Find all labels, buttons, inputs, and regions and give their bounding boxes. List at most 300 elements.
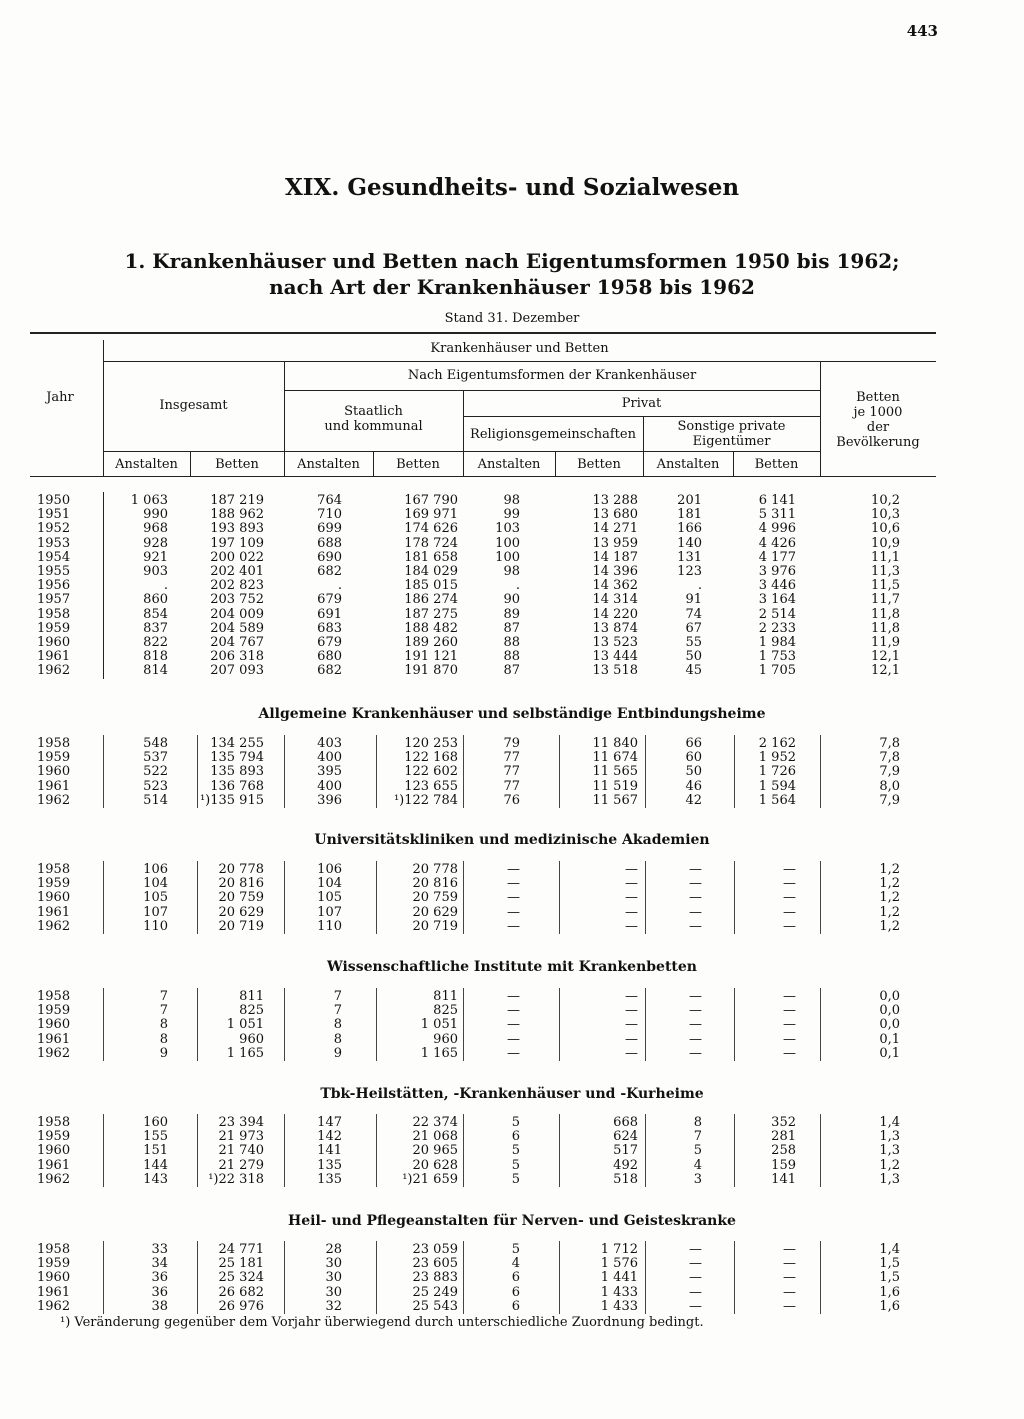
- table-cell: 30: [325, 1284, 342, 1300]
- table-cell: 2 162: [758, 736, 796, 751]
- cell-jahr: 1958: [37, 1115, 71, 1130]
- table-cell: 79: [503, 736, 520, 751]
- header-rule-sub: [103, 451, 820, 452]
- table-row: [0, 920, 1024, 934]
- table-cell: 110: [143, 918, 168, 934]
- table-cell: 197 109: [210, 535, 264, 551]
- table-cell: 122 168: [404, 750, 458, 766]
- table-cell: 12,1: [871, 649, 900, 665]
- table-cell: 8,0: [879, 778, 900, 794]
- table-cell: 5 311: [758, 507, 796, 523]
- table-cell: 100: [495, 549, 520, 565]
- table-cell: 6: [511, 1129, 520, 1145]
- table-cell: 204 589: [210, 620, 264, 636]
- section-title: Wissenschaftliche Institute mit Krankenbetten: [327, 959, 697, 975]
- table-cell: 1 705: [758, 663, 796, 679]
- header-anstalten: Anstalten: [656, 457, 720, 472]
- table-cell: 1 712: [600, 1242, 638, 1257]
- table-cell: 710: [317, 507, 342, 523]
- table-cell: —: [689, 1242, 702, 1257]
- table-cell: 74: [685, 606, 702, 622]
- table-row: [0, 877, 1024, 891]
- stand-date: Stand 31. Dezember: [444, 311, 580, 326]
- table-cell: 106: [317, 862, 342, 877]
- table-cell: —: [783, 1045, 796, 1061]
- table-cell: 1 441: [600, 1270, 638, 1286]
- table-row: [0, 906, 1024, 920]
- header-staatlich-1: Staatlich: [344, 404, 403, 419]
- table-cell: 188 482: [404, 620, 458, 636]
- table-cell: 7,9: [879, 764, 900, 780]
- table-cell: 492: [613, 1157, 638, 1173]
- table-cell: 5: [511, 1143, 520, 1159]
- table-cell: 990: [143, 507, 168, 523]
- table-cell: 680: [317, 649, 342, 665]
- table-cell: 10,3: [871, 507, 900, 523]
- table-cell: 682: [317, 564, 342, 579]
- table-cell: —: [625, 876, 638, 892]
- cell-jahr: 1962: [37, 1171, 71, 1187]
- table-cell: 517: [613, 1143, 638, 1159]
- table-cell: —: [783, 1031, 796, 1047]
- table-cell: 21 740: [218, 1143, 264, 1159]
- table-cell: 36: [151, 1270, 168, 1286]
- table-cell: 1,4: [879, 1242, 900, 1257]
- cell-jahr: 1954: [37, 549, 71, 565]
- table-cell: —: [625, 1045, 638, 1061]
- table-cell: 50: [685, 764, 702, 780]
- table-row: [0, 737, 1024, 751]
- header-anstalten: Anstalten: [115, 457, 178, 472]
- table-cell: 141: [317, 1143, 342, 1159]
- cell-jahr: 1958: [37, 736, 71, 751]
- table-cell: 1 051: [226, 1017, 264, 1033]
- table-cell: —: [783, 1298, 796, 1314]
- table-cell: —: [507, 876, 520, 892]
- table-cell: .: [163, 578, 168, 594]
- table-cell: 690: [317, 549, 342, 565]
- table-cell: —: [689, 1031, 702, 1047]
- header-rule-eigentum: [284, 390, 820, 391]
- table-cell: 1 984: [758, 635, 796, 650]
- table-cell: 679: [317, 635, 342, 650]
- table-row: [0, 579, 1024, 593]
- header-privat: Privat: [621, 396, 662, 411]
- table-cell: 155: [143, 1129, 168, 1145]
- table-row: [0, 1257, 1024, 1271]
- table-cell: 1 753: [758, 649, 796, 665]
- table-cell: 134 255: [210, 736, 264, 751]
- table-cell: 25 324: [218, 1270, 264, 1286]
- table-cell: 8: [159, 1017, 168, 1033]
- table-cell: 104: [317, 876, 342, 892]
- table-cell: 11 567: [592, 792, 638, 808]
- cell-jahr: 1960: [37, 635, 71, 650]
- table-cell: 45: [685, 663, 702, 679]
- table-cell: —: [507, 904, 520, 920]
- table-cell: 1 063: [130, 493, 168, 508]
- table-cell: —: [625, 918, 638, 934]
- table-cell: 548: [143, 736, 168, 751]
- table-row: [0, 990, 1024, 1004]
- table-cell: 5: [511, 1115, 520, 1130]
- table-cell: 11 840: [592, 736, 638, 751]
- table-cell: 36: [151, 1284, 168, 1300]
- cell-jahr: 1955: [37, 564, 71, 579]
- table-cell: ¹)135 915: [199, 792, 264, 808]
- table-cell: 90: [503, 592, 520, 608]
- header-sonstige-2: Eigentümer: [692, 434, 771, 449]
- table-cell: 189 260: [404, 635, 458, 650]
- cell-jahr: 1960: [37, 764, 71, 780]
- table-cell: 88: [503, 649, 520, 665]
- table-cell: 98: [503, 564, 520, 579]
- table-row: [0, 650, 1024, 664]
- table-cell: —: [783, 862, 796, 877]
- table-cell: 105: [143, 890, 168, 906]
- cell-jahr: 1951: [37, 507, 71, 523]
- table-cell: 11 674: [592, 750, 638, 766]
- table-cell: 203 752: [210, 592, 264, 608]
- table-cell: —: [689, 1284, 702, 1300]
- cell-jahr: 1962: [37, 1298, 71, 1314]
- table-cell: 187 219: [210, 493, 264, 508]
- cell-jahr: 1958: [37, 1242, 71, 1257]
- header-betten: Betten: [577, 457, 621, 472]
- table-cell: 25 181: [218, 1256, 264, 1272]
- table-cell: —: [689, 1256, 702, 1272]
- table-cell: 135 794: [210, 750, 264, 766]
- table-cell: —: [783, 1017, 796, 1033]
- table-cell: 14 314: [592, 592, 638, 608]
- table-cell: 12,1: [871, 663, 900, 679]
- table-cell: 811: [433, 989, 458, 1004]
- table-cell: 135: [317, 1157, 342, 1173]
- table-cell: 1,6: [879, 1284, 900, 1300]
- cell-jahr: 1961: [37, 649, 71, 665]
- table-cell: 26 682: [218, 1284, 264, 1300]
- table-cell: —: [689, 876, 702, 892]
- table-row: [0, 593, 1024, 607]
- table-cell: 5: [693, 1143, 702, 1159]
- table-cell: 764: [317, 493, 342, 508]
- table-cell: 14 396: [592, 564, 638, 579]
- table-cell: 91: [685, 592, 702, 608]
- table-cell: 8: [693, 1115, 702, 1130]
- cell-jahr: 1961: [37, 778, 71, 794]
- table-cell: —: [783, 1242, 796, 1257]
- header-bottom-rule: [30, 476, 936, 477]
- table-cell: 3: [693, 1171, 702, 1187]
- table-title-line1: 1. Krankenhäuser und Betten nach Eigentumsformen 1950 bis 1962;: [124, 249, 900, 273]
- table-cell: 55: [685, 635, 702, 650]
- header-betten-je-3: der: [866, 420, 890, 435]
- table-cell: 0,0: [879, 1017, 900, 1033]
- table-cell: 682: [317, 663, 342, 679]
- cell-jahr: 1962: [37, 663, 71, 679]
- header-krankenhaeuser: Krankenhäuser und Betten: [430, 341, 609, 356]
- table-cell: 188 962: [210, 507, 264, 523]
- table-cell: —: [783, 1284, 796, 1300]
- table-cell: 5: [511, 1242, 520, 1257]
- table-cell: 400: [317, 750, 342, 766]
- section-title: Tbk-Heilstätten, -Krankenhäuser und -Kurheime: [320, 1086, 704, 1102]
- table-cell: 38: [151, 1298, 168, 1314]
- table-cell: 7,8: [879, 750, 900, 766]
- table-cell: —: [625, 989, 638, 1004]
- cell-jahr: 1960: [37, 1143, 71, 1159]
- table-cell: 178 724: [404, 535, 458, 551]
- table-cell: 20 629: [218, 904, 264, 920]
- table-cell: 825: [239, 1003, 264, 1019]
- table-cell: 104: [143, 876, 168, 892]
- table-cell: 13 874: [592, 620, 638, 636]
- header-eigentumsformen: Nach Eigentumsformen der Krankenhäuser: [407, 368, 697, 383]
- table-cell: 13 959: [592, 535, 638, 551]
- cell-jahr: 1958: [37, 989, 71, 1004]
- table-cell: 1 952: [758, 750, 796, 766]
- table-row: [0, 565, 1024, 579]
- table-cell: —: [625, 862, 638, 877]
- table-cell: 24 771: [218, 1242, 264, 1257]
- table-cell: 167 790: [404, 493, 458, 508]
- table-cell: 11,8: [871, 620, 900, 636]
- table-cell: 131: [677, 549, 702, 565]
- table-row: [0, 522, 1024, 536]
- header-sonstige: [643, 419, 820, 449]
- table-cell: 4: [511, 1256, 520, 1272]
- table-cell: 6: [511, 1270, 520, 1286]
- table-cell: 0,0: [879, 989, 900, 1004]
- table-cell: 4 426: [758, 535, 796, 551]
- table-row: [0, 636, 1024, 650]
- table-cell: 13 680: [592, 507, 638, 523]
- table-cell: 20 719: [218, 918, 264, 934]
- table-row: [0, 551, 1024, 565]
- table-cell: 1,2: [879, 904, 900, 920]
- cell-jahr: 1961: [37, 904, 71, 920]
- table-cell: 1 433: [600, 1284, 638, 1300]
- table-cell: .: [697, 578, 702, 594]
- cell-jahr: 1959: [37, 750, 71, 766]
- table-row: [0, 1286, 1024, 1300]
- table-cell: ¹)22 318: [208, 1171, 264, 1187]
- section-title: Heil- und Pflegeanstalten für Nerven- und Geisteskranke: [288, 1213, 736, 1229]
- table-cell: 960: [239, 1031, 264, 1047]
- table-cell: 1,4: [879, 1115, 900, 1130]
- table-row: [0, 494, 1024, 508]
- table-cell: 11 565: [592, 764, 638, 780]
- table-cell: 151: [143, 1143, 168, 1159]
- table-cell: 184 029: [404, 564, 458, 579]
- table-cell: 202 401: [210, 564, 264, 579]
- table-cell: 13 288: [592, 493, 638, 508]
- table-cell: 1,3: [879, 1171, 900, 1187]
- table-cell: 0,1: [879, 1045, 900, 1061]
- table-cell: 691: [317, 606, 342, 622]
- table-row: [0, 1004, 1024, 1018]
- table-cell: 200 022: [210, 549, 264, 565]
- cell-jahr: 1962: [37, 918, 71, 934]
- table-cell: 20 778: [412, 862, 458, 877]
- table-cell: 23 394: [218, 1115, 264, 1130]
- table-cell: 10,2: [871, 493, 900, 508]
- header-betten: Betten: [396, 457, 440, 472]
- table-cell: 679: [317, 592, 342, 608]
- table-cell: —: [507, 1031, 520, 1047]
- cell-jahr: 1962: [37, 792, 71, 808]
- table-cell: 11,5: [871, 578, 900, 594]
- cell-jahr: 1960: [37, 890, 71, 906]
- footnote: ¹) Veränderung gegenüber dem Vorjahr überwiegend durch unterschiedliche Zuordnung bedingt.: [60, 1315, 704, 1330]
- cell-jahr: 1958: [37, 862, 71, 877]
- cell-jahr: 1959: [37, 1003, 71, 1019]
- table-cell: 123 655: [404, 778, 458, 794]
- table-cell: —: [783, 1270, 796, 1286]
- table-cell: 1 726: [758, 764, 796, 780]
- header-rule-kh: [103, 361, 936, 362]
- table-cell: 837: [143, 620, 168, 636]
- table-cell: ¹)21 659: [402, 1171, 458, 1187]
- table-cell: 181: [677, 507, 702, 523]
- header-anstalten: Anstalten: [297, 457, 360, 472]
- table-cell: 28: [325, 1242, 342, 1257]
- cell-jahr: 1959: [37, 1256, 71, 1272]
- table-cell: 46: [685, 778, 702, 794]
- table-cell: 32: [325, 1298, 342, 1314]
- cell-jahr: 1959: [37, 876, 71, 892]
- cell-jahr: 1960: [37, 1270, 71, 1286]
- table-cell: 202 823: [210, 578, 264, 594]
- header-betten-je-4: Bevölkerung: [836, 435, 920, 450]
- table-cell: 169 971: [404, 507, 458, 523]
- table-cell: 14 187: [592, 549, 638, 565]
- table-cell: 174 626: [404, 521, 458, 537]
- table-cell: 825: [433, 1003, 458, 1019]
- cell-jahr: 1961: [37, 1284, 71, 1300]
- table-cell: 1 564: [758, 792, 796, 808]
- table-cell: 10,9: [871, 535, 900, 551]
- table-cell: 960: [433, 1031, 458, 1047]
- table-cell: —: [783, 904, 796, 920]
- cell-jahr: 1957: [37, 592, 71, 608]
- table-row: [0, 794, 1024, 808]
- header-staatlich: [284, 404, 463, 434]
- table-cell: 1,2: [879, 876, 900, 892]
- table-title: [0, 248, 1024, 300]
- table-cell: —: [783, 989, 796, 1004]
- table-cell: 6 141: [758, 493, 796, 508]
- cell-jahr: 1959: [37, 620, 71, 636]
- table-cell: 2 514: [758, 606, 796, 622]
- table-cell: —: [689, 904, 702, 920]
- table-cell: 814: [143, 663, 168, 679]
- cell-jahr: 1956: [37, 578, 71, 594]
- table-cell: 98: [503, 493, 520, 508]
- table-cell: 50: [685, 649, 702, 665]
- table-cell: 21 973: [218, 1129, 264, 1145]
- table-cell: —: [689, 862, 702, 877]
- table-cell: 8: [333, 1017, 342, 1033]
- table-row: [0, 751, 1024, 765]
- table-cell: —: [689, 1003, 702, 1019]
- table-cell: —: [689, 989, 702, 1004]
- table-row: [0, 608, 1024, 622]
- table-cell: —: [689, 1017, 702, 1033]
- table-cell: 23 059: [412, 1242, 458, 1257]
- table-title-line2: nach Art der Krankenhäuser 1958 bis 1962: [269, 275, 755, 299]
- table-cell: 140: [677, 535, 702, 551]
- table-cell: 66: [685, 736, 702, 751]
- table-row: [0, 664, 1024, 678]
- table-cell: 1,5: [879, 1256, 900, 1272]
- table-cell: 20 759: [218, 890, 264, 906]
- table-cell: 103: [495, 521, 520, 537]
- table-cell: 14 362: [592, 578, 638, 594]
- table-cell: 0,1: [879, 1031, 900, 1047]
- table-cell: 207 093: [210, 663, 264, 679]
- header-jahr: Jahr: [46, 390, 74, 405]
- table-row: [0, 537, 1024, 551]
- table-row: [0, 765, 1024, 779]
- cell-jahr: 1962: [37, 1045, 71, 1061]
- section-title: Allgemeine Krankenhäuser und selbständige Entbindungsheime: [258, 706, 766, 722]
- table-cell: —: [507, 989, 520, 1004]
- table-cell: 89: [503, 606, 520, 622]
- table-cell: 699: [317, 521, 342, 537]
- table-cell: 1 594: [758, 778, 796, 794]
- table-cell: 107: [143, 904, 168, 920]
- table-cell: 25 249: [412, 1284, 458, 1300]
- table-cell: 903: [143, 564, 168, 579]
- table-cell: 13 444: [592, 649, 638, 665]
- table-cell: 1 433: [600, 1298, 638, 1314]
- table-cell: 14 220: [592, 606, 638, 622]
- table-cell: 20 965: [412, 1143, 458, 1159]
- table-cell: 2 233: [758, 620, 796, 636]
- table-cell: 8: [159, 1031, 168, 1047]
- table-row: [0, 1144, 1024, 1158]
- table-row: [0, 622, 1024, 636]
- table-cell: 281: [771, 1129, 796, 1145]
- table-cell: 22 374: [412, 1115, 458, 1130]
- table-cell: 11,3: [871, 564, 900, 579]
- table-cell: 1 165: [420, 1045, 458, 1061]
- table-cell: 396: [317, 792, 342, 808]
- table-cell: 204 767: [210, 635, 264, 650]
- cell-jahr: 1958: [37, 606, 71, 622]
- table-cell: 34: [151, 1256, 168, 1272]
- table-cell: —: [625, 1003, 638, 1019]
- table-cell: 42: [685, 792, 702, 808]
- table-cell: 7: [693, 1129, 702, 1145]
- table-cell: —: [689, 918, 702, 934]
- table-cell: 110: [317, 918, 342, 934]
- table-cell: —: [689, 1298, 702, 1314]
- table-cell: 1,6: [879, 1298, 900, 1314]
- table-cell: 23 883: [412, 1270, 458, 1286]
- table-cell: —: [689, 890, 702, 906]
- table-cell: 76: [503, 792, 520, 808]
- table-cell: 0,0: [879, 1003, 900, 1019]
- table-cell: —: [507, 918, 520, 934]
- table-cell: 8: [333, 1031, 342, 1047]
- table-cell: 135 893: [210, 764, 264, 780]
- table-cell: 523: [143, 778, 168, 794]
- table-cell: 20 628: [412, 1157, 458, 1173]
- table-cell: 147: [317, 1115, 342, 1130]
- table-cell: 77: [503, 778, 520, 794]
